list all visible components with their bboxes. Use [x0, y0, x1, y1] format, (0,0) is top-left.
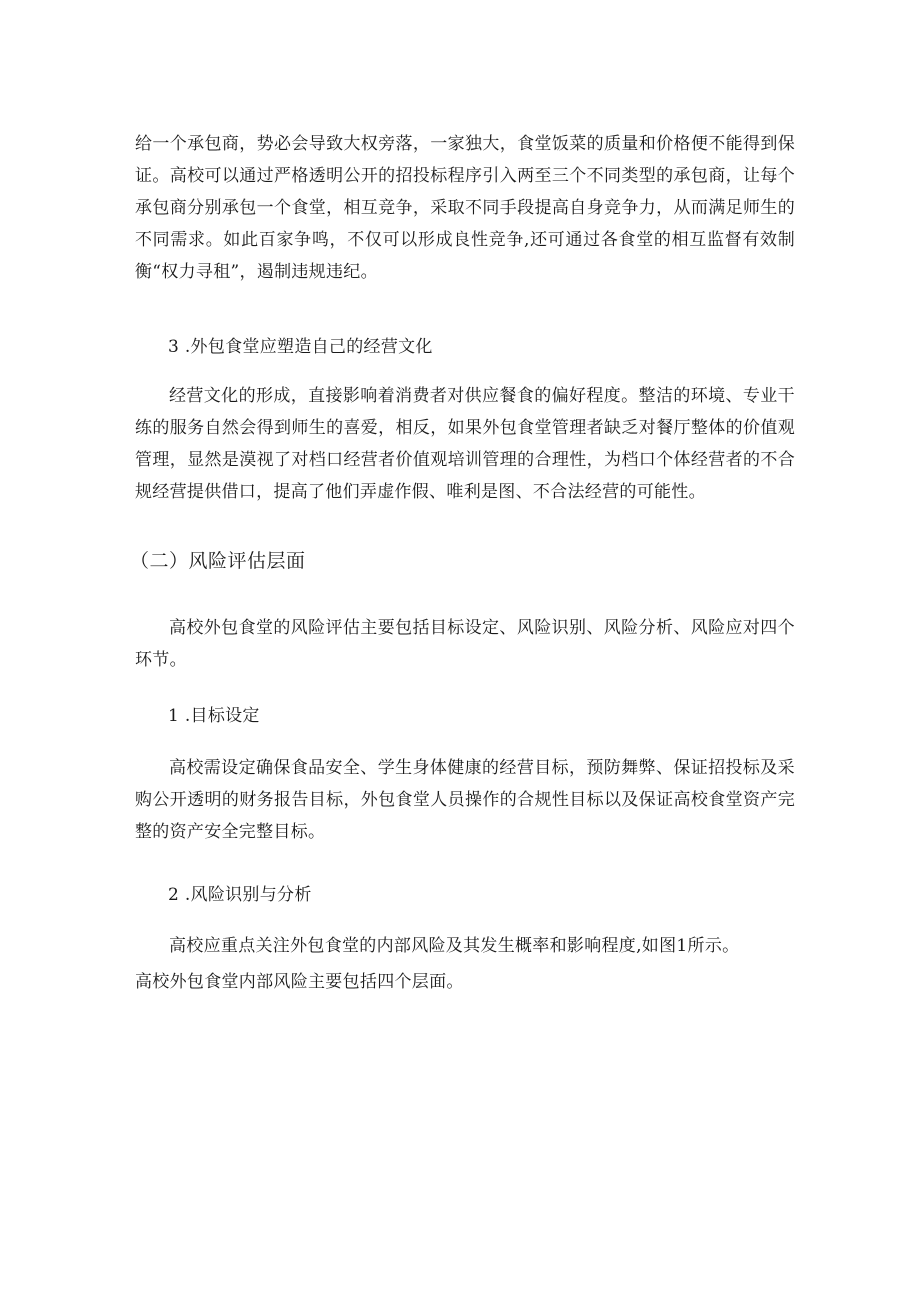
section-heading-risk-assessment: （二）风险评估层面 [130, 550, 306, 572]
heading-goal-setting: 1 .目标设定 [168, 706, 260, 726]
paragraph-risk-identification: 高校应重点关注外包食堂的内部风险及其发生概率和影响程度,如图1所示。 [169, 936, 740, 956]
paragraph-operating-culture: 经营文化的形成，直接影响着消费者对供应餐食的偏好程度。整洁的环境、专业干练的服务自然会得到师生的喜爱，相反，如果外包食堂管理者缺乏对餐厅整体的价值观管理，显然是漠视了对档口经营者价值观培训管理的合理性，为档口个体经营者的不合规经营提供借口，提高了他们弄虚作假、唯利是图、不合法经营的可能性。 [135, 386, 795, 502]
paragraph-contractor-competition: 给一个承包商，势必会导致大权旁落，一家独大，食堂饭菜的质量和价格便不能得到保证。高校可以通过严格透明公开的招投标程序引入两至三个不同类型的承包商，让每个承包商分别承包一个食堂，相互竞争，采取不同手段提高自身竞争力，从而满足师生的不同需求。如此百家争鸣，不仅可以形成良性竞争,还可通过各食堂的相互监督有效制衡“权力寻租”，遏制违规违纪。 [135, 134, 795, 282]
paragraph-goal-setting: 高校需设定确保食品安全、学生身体健康的经营目标，预防舞弊、保证招投标及采购公开透明的财务报告目标，外包食堂人员操作的合规性目标以及保证高校食堂资产完整的资产安全完整目标。 [135, 758, 795, 842]
heading-risk-identification: 2 .风险识别与分析 [168, 885, 312, 905]
paragraph-internal-risk-levels: 高校外包食堂内部风险主要包括四个层面。 [135, 972, 464, 992]
heading-operating-culture: 3 .外包食堂应塑造自己的经营文化 [168, 337, 433, 357]
paragraph-risk-assessment-intro: 高校外包食堂的风险评估主要包括目标设定、风险识别、风险分析、风险应对四个环节。 [135, 618, 795, 670]
